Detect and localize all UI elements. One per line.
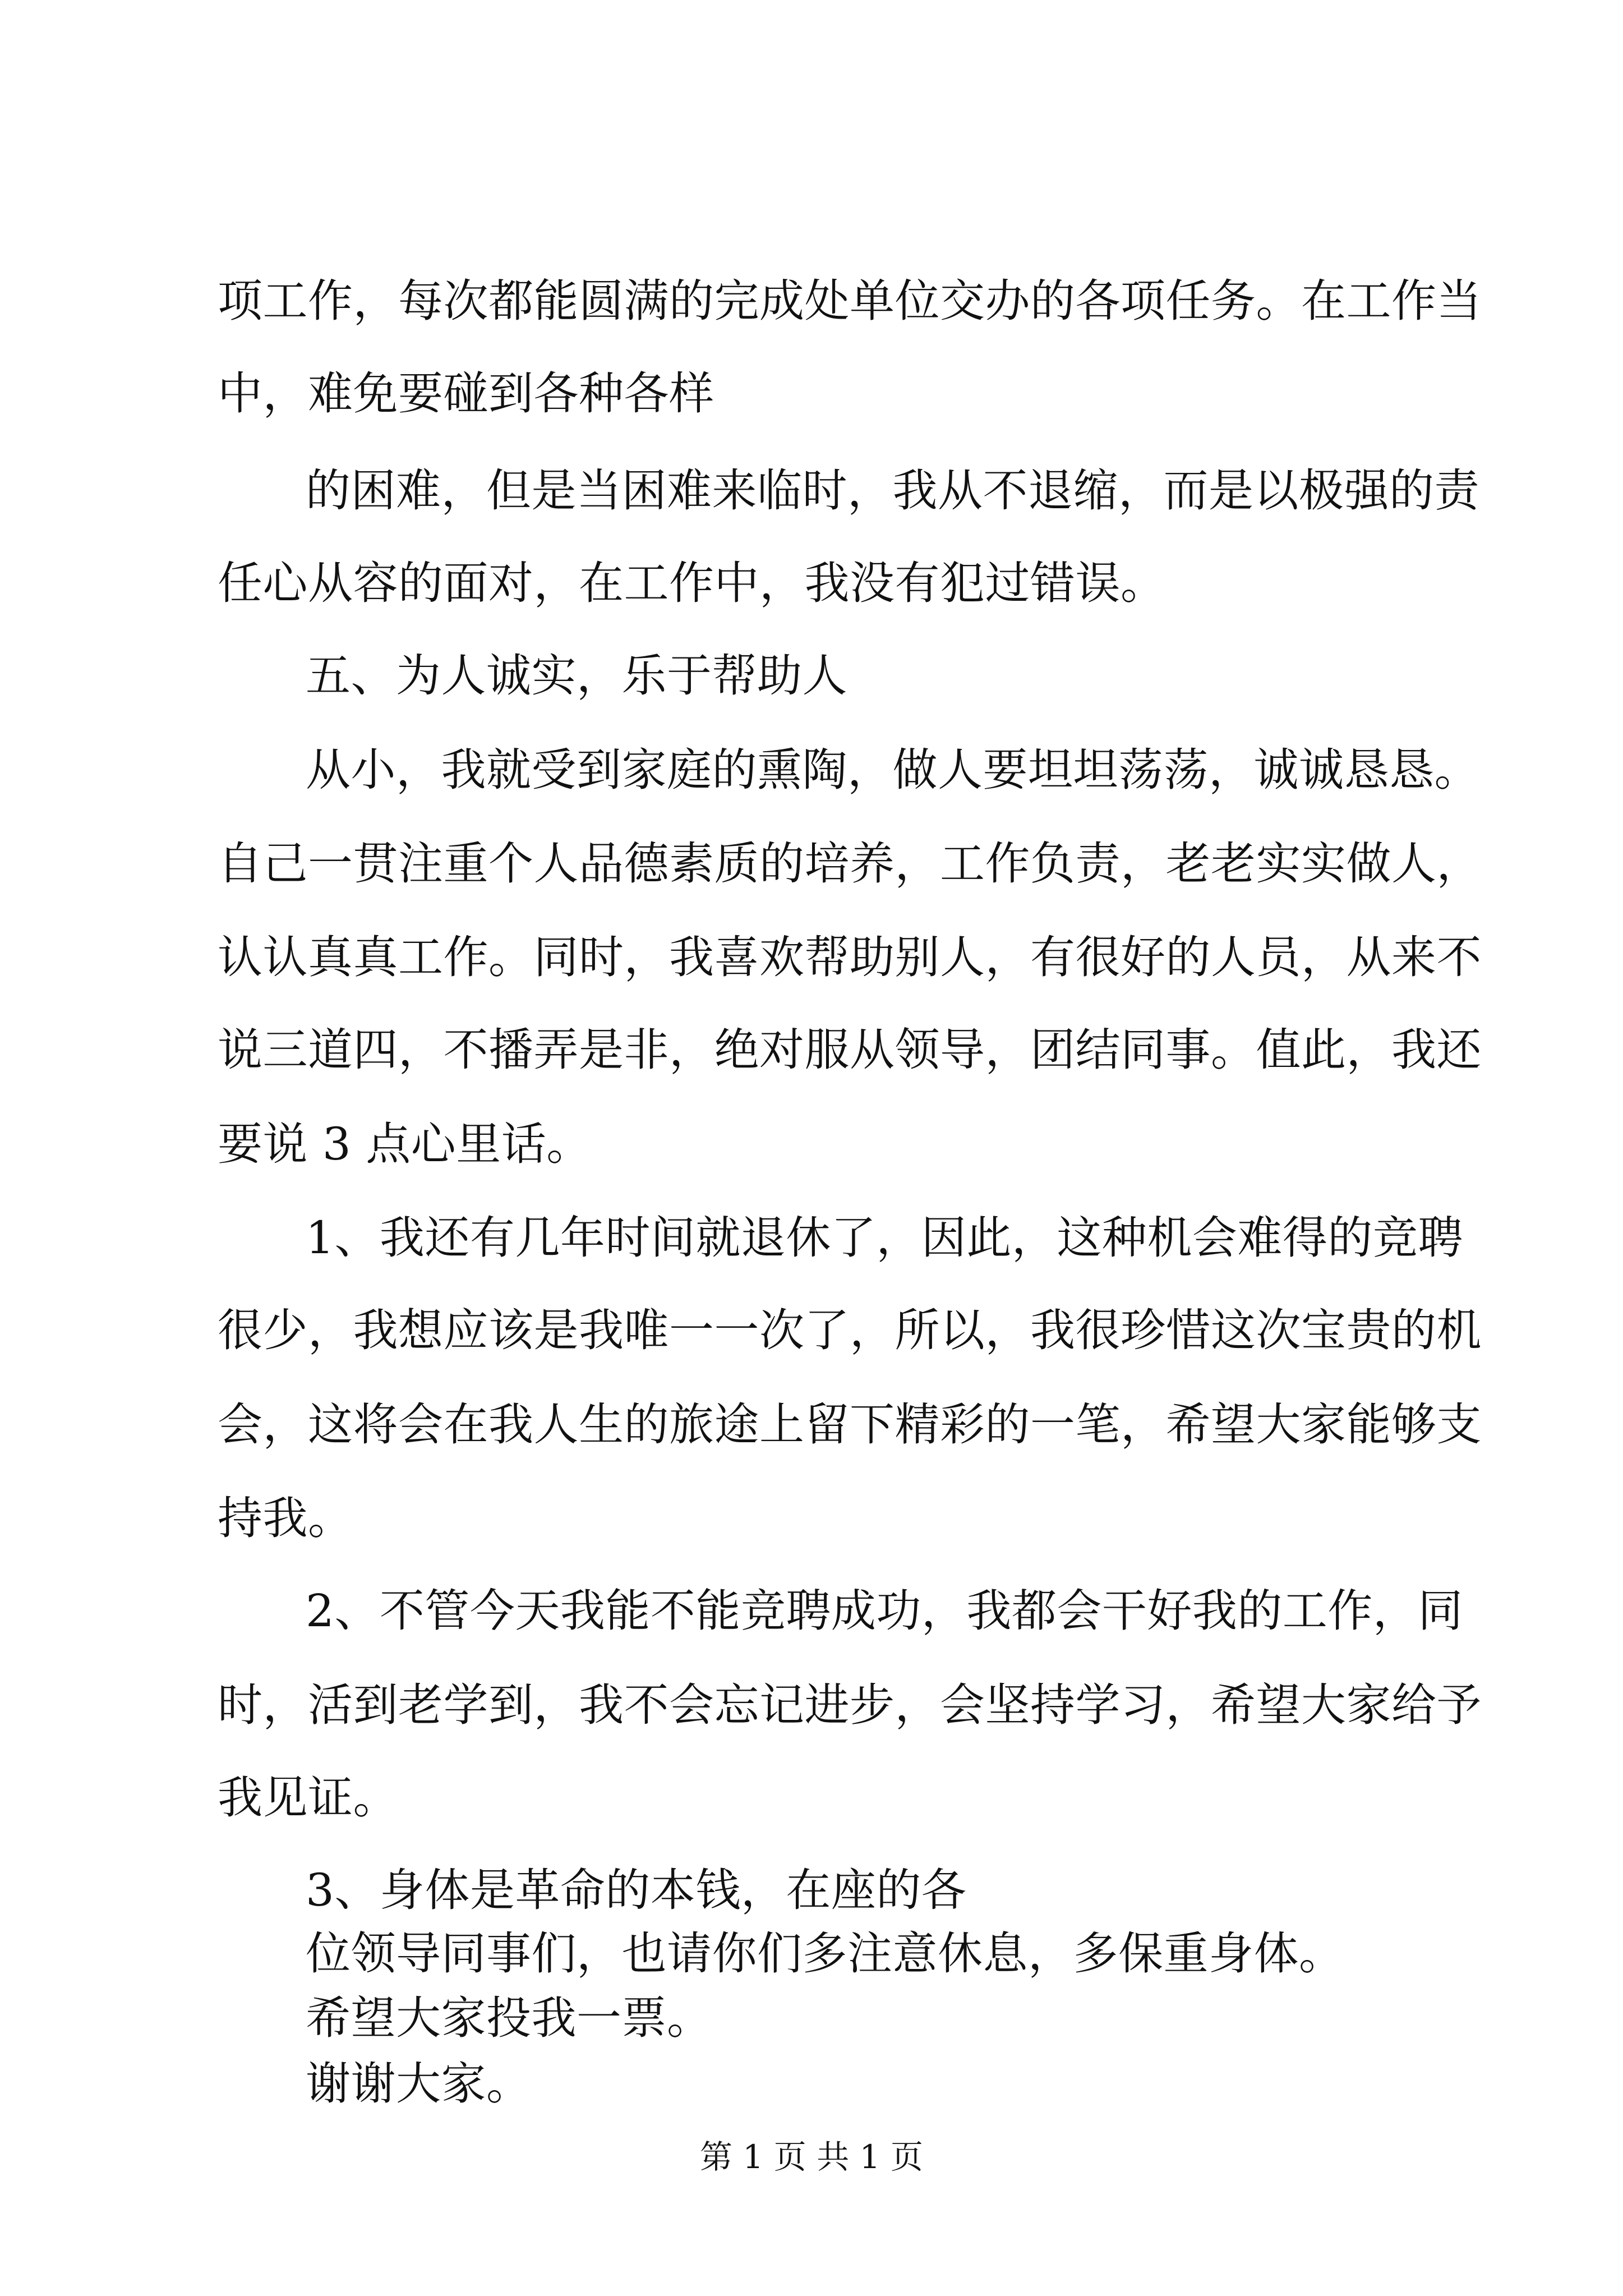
paragraph-line: 2、不管今天我能不能竞聘成功，我都会干好我的工作，同 xyxy=(306,1585,1463,1637)
paragraph-line: 希望大家投我一票。 xyxy=(306,1992,712,2044)
paragraph-line: 自己一贯注重个人品德素质的培养，工作负责，老老实实做人， xyxy=(218,838,1482,890)
paragraph-line: 我见证。 xyxy=(218,1772,398,1824)
page-footer: 第 1 页 共 1 页 xyxy=(700,2138,923,2176)
paragraph-line: 从小，我就受到家庭的熏陶，做人要坦坦荡荡，诚诚恳恳。 xyxy=(306,744,1479,796)
paragraph-line: 很少，我想应该是我唯一一次了，所以，我很珍惜这次宝贵的机 xyxy=(218,1304,1482,1356)
paragraph-line: 要说 3 点心里话。 xyxy=(218,1118,592,1170)
paragraph-line: 位领导同事们，也请你们多注意休息，多保重身体。 xyxy=(306,1927,1344,1980)
paragraph-line: 会，这将会在我人生的旅途上留下精彩的一笔，希望大家能够支 xyxy=(218,1398,1482,1451)
paragraph-line: 1、我还有几年时间就退休了，因此，这种机会难得的竞聘 xyxy=(306,1212,1463,1264)
paragraph-line: 认认真真工作。同时，我喜欢帮助别人，有很好的人员，从来不 xyxy=(218,931,1482,983)
paragraph-line: 的困难，但是当困难来临时，我从不退缩，而是以极强的责 xyxy=(306,464,1479,517)
paragraph-line: 3、身体是革命的本钱，在座的各 xyxy=(306,1864,967,1916)
closing-line: 谢谢大家。 xyxy=(306,2058,532,2110)
paragraph-line: 持我。 xyxy=(218,1492,353,1544)
paragraph-line: 项工作，每次都能圆满的完成处单位交办的各项任务。在工作当 xyxy=(218,275,1482,327)
paragraph-line: 时，活到老学到，我不会忘记进步，会坚持学习，希望大家给予 xyxy=(218,1679,1482,1731)
paragraph-line: 中，难免要碰到各种各样 xyxy=(218,367,714,420)
paragraph-line: 说三道四，不播弄是非，绝对服从领导，团结同事。值此，我还 xyxy=(218,1024,1482,1076)
section-heading: 五、为人诚实，乐于帮助人 xyxy=(306,650,847,702)
paragraph-line: 任心从容的面对，在工作中，我没有犯过错误。 xyxy=(218,557,1166,609)
